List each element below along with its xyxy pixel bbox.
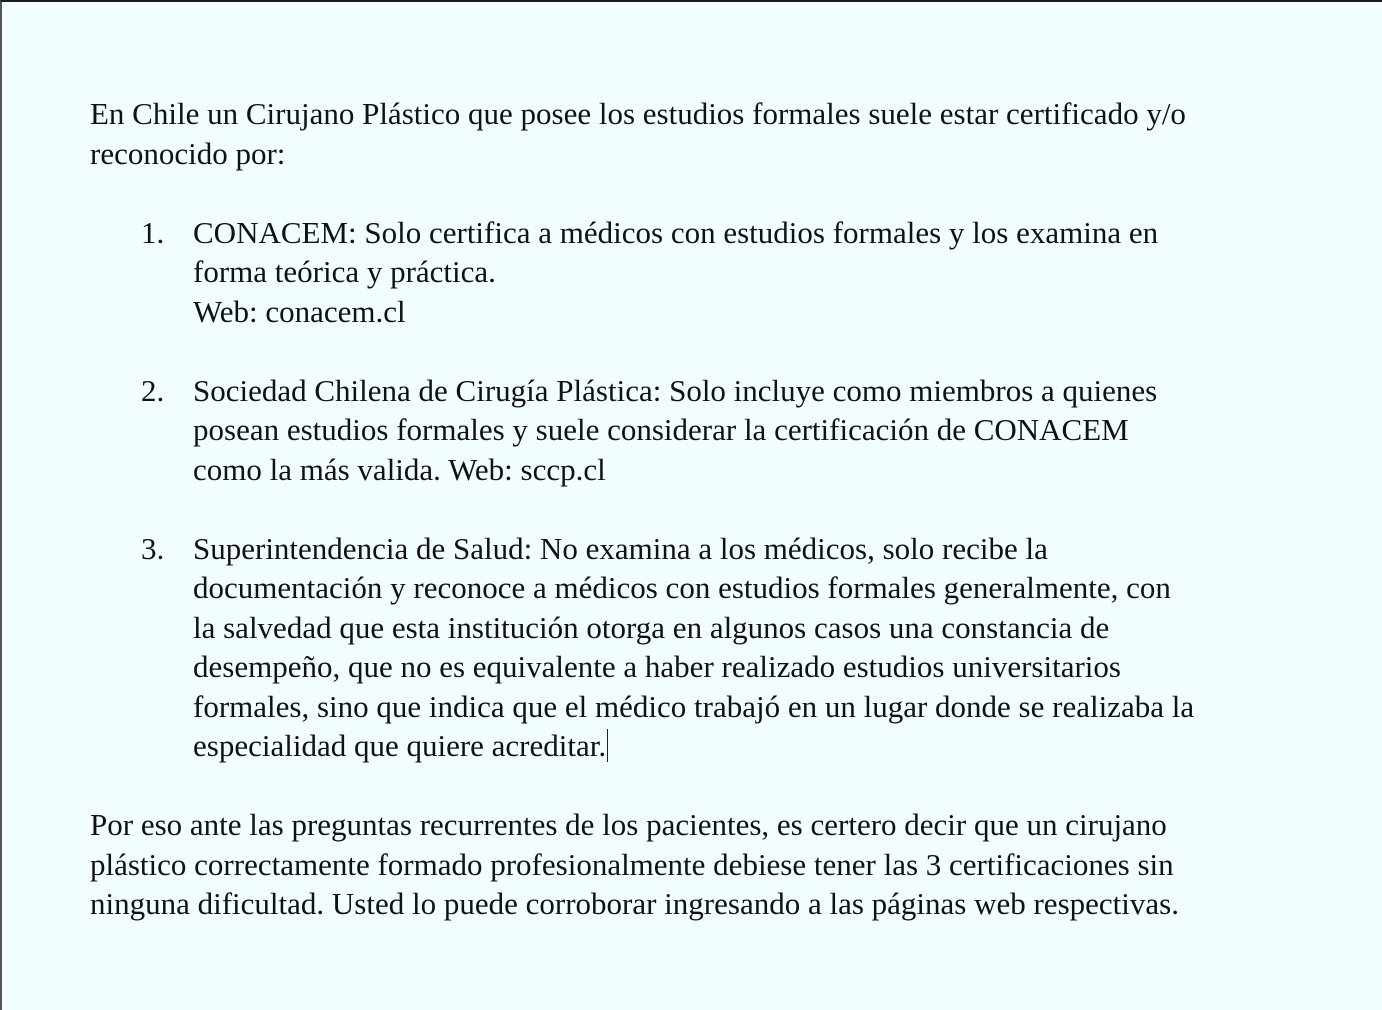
intro-line: reconocido por:: [90, 135, 286, 171]
list-item-sccp: [90, 371, 1320, 490]
list-item-line: documentación y reconoce a médicos con estudios formales generalmente, con: [193, 570, 1171, 605]
closing-paragraph: [90, 805, 1320, 924]
intro-paragraph: [90, 94, 1320, 173]
list-item-line: posean estudios formales y suele considerar la certificación de CONACEM: [193, 412, 1129, 447]
closing-line: Por eso ante las preguntas recurrentes de los pacientes, es certero decir que un cirujano: [90, 807, 1167, 842]
list-item-superintendencia: [90, 529, 1320, 766]
list-item-line-text: especialidad que quiere acreditar.: [193, 728, 607, 763]
list-item-line: Superintendencia de Salud: No examina a los médicos, solo recibe la: [193, 530, 1048, 566]
list-item-line: Web: conacem.cl: [193, 293, 406, 329]
list-item-line-last: [193, 726, 1320, 766]
list-item-conacem: [90, 213, 1320, 332]
list-item-line: Sociedad Chilena de Cirugía Plástica: Solo incluye como miembros a quienes: [193, 372, 1158, 408]
list-item-line: desempeño, que no es equivalente a haber realizado estudios universitarios: [193, 649, 1121, 684]
list-item-line: como la más valida. Web: sccp.cl: [193, 451, 606, 487]
list-item-line: forma teórica y práctica.: [193, 254, 496, 289]
list-item-line: la salvedad que esta institución otorga en algunos casos una constancia de: [193, 609, 1110, 645]
closing-line: plástico correctamente formado profesionalmente debiese tener las 3 certificaciones sin: [90, 846, 1174, 882]
list-item-line: formales, sino que indica que el médico trabajó en un lugar donde se realizaba la: [193, 688, 1195, 724]
intro-line: En Chile un Cirujano Plástico que posee los estudios formales suele estar certificado y/o: [90, 96, 1186, 131]
list-number: 2.: [141, 372, 165, 408]
certification-list: [90, 213, 1320, 766]
list-number: 1.: [141, 214, 165, 250]
closing-line: ninguna dificultad. Usted lo puede corroborar ingresando a las páginas web respectivas.: [90, 886, 1179, 921]
list-number: 3.: [141, 530, 165, 566]
list-item-line: CONACEM: Solo certifica a médicos con estudios formales y los examina en: [193, 214, 1159, 250]
text-cursor: [607, 729, 608, 762]
document-text-area[interactable]: [90, 94, 1320, 924]
